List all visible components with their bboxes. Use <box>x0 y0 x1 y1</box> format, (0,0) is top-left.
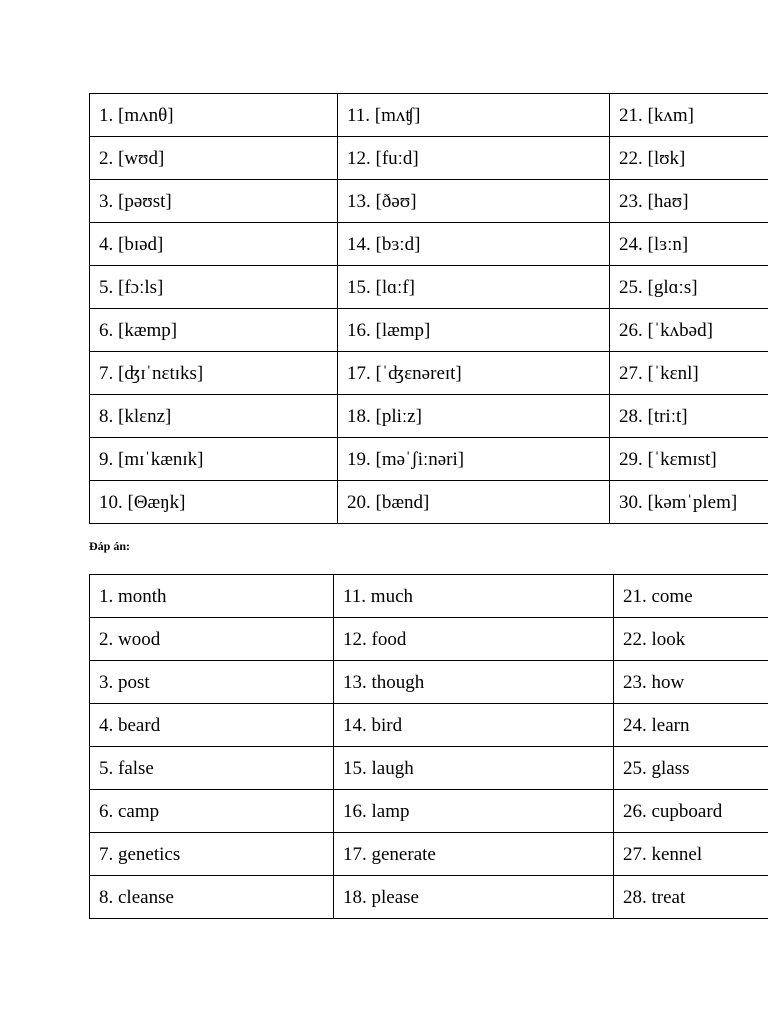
answer-cell: 25. glass <box>614 747 768 790</box>
answer-cell: 13. though <box>334 661 614 704</box>
answer-cell: 26. cupboard <box>614 790 768 833</box>
table-row <box>90 661 768 704</box>
table-row <box>90 94 768 137</box>
ipa-cell: 18. [pliːz] <box>338 395 610 438</box>
ipa-cell: 11. [mʌʧ] <box>338 94 610 137</box>
ipa-cell: 7. [ʤɪˈnɛtɪks] <box>90 352 338 395</box>
table-row <box>90 833 768 876</box>
ipa-cell: 21. [kʌm] <box>610 94 768 137</box>
answer-cell: 12. food <box>334 618 614 661</box>
ipa-cell: 4. [bɪəd] <box>90 223 338 266</box>
ipa-cell: 8. [klɛnz] <box>90 395 338 438</box>
table-row <box>90 352 768 395</box>
answer-cell: 22. look <box>614 618 768 661</box>
ipa-cell: 20. [bænd] <box>338 481 610 524</box>
answer-cell: 28. treat <box>614 876 768 919</box>
ipa-cell: 9. [mɪˈkænɪk] <box>90 438 338 481</box>
ipa-cell: 2. [wʊd] <box>90 137 338 180</box>
ipa-cell: 28. [triːt] <box>610 395 768 438</box>
answer-cell: 23. how <box>614 661 768 704</box>
ipa-table <box>89 93 768 524</box>
answer-cell: 2. wood <box>90 618 334 661</box>
table-row <box>90 704 768 747</box>
answer-cell: 7. genetics <box>90 833 334 876</box>
ipa-cell: 17. [ˈʤɛnəreɪt] <box>338 352 610 395</box>
table-row <box>90 223 768 266</box>
answer-cell: 6. camp <box>90 790 334 833</box>
table-row <box>90 747 768 790</box>
table-row <box>90 618 768 661</box>
table-row <box>90 266 768 309</box>
table-row <box>90 481 768 524</box>
table-row <box>90 137 768 180</box>
ipa-cell: 19. [məˈʃiːnəri] <box>338 438 610 481</box>
ipa-cell: 12. [fuːd] <box>338 137 610 180</box>
answer-cell: 1. month <box>90 575 334 618</box>
ipa-cell: 15. [lɑːf] <box>338 266 610 309</box>
ipa-cell: 25. [glɑːs] <box>610 266 768 309</box>
table-row <box>90 876 768 919</box>
table-row <box>90 438 768 481</box>
answer-table <box>89 574 768 919</box>
answer-cell: 15. laugh <box>334 747 614 790</box>
answer-cell: 5. false <box>90 747 334 790</box>
ipa-cell: 6. [kæmp] <box>90 309 338 352</box>
ipa-cell: 5. [fɔːls] <box>90 266 338 309</box>
ipa-cell: 24. [lɜːn] <box>610 223 768 266</box>
table-row <box>90 180 768 223</box>
answer-cell: 27. kennel <box>614 833 768 876</box>
ipa-cell: 3. [pəʊst] <box>90 180 338 223</box>
ipa-cell: 13. [ðəʊ] <box>338 180 610 223</box>
table-row <box>90 575 768 618</box>
table-row <box>90 790 768 833</box>
ipa-cell: 10. [Θæŋk] <box>90 481 338 524</box>
answer-cell: 24. learn <box>614 704 768 747</box>
answer-cell: 8. cleanse <box>90 876 334 919</box>
ipa-cell: 30. [kəmˈplem] <box>610 481 768 524</box>
table-row <box>90 309 768 352</box>
ipa-cell: 14. [bɜːd] <box>338 223 610 266</box>
ipa-cell: 26. [ˈkʌbəd] <box>610 309 768 352</box>
answer-cell: 3. post <box>90 661 334 704</box>
ipa-cell: 1. [mʌnθ] <box>90 94 338 137</box>
ipa-cell: 29. [ˈkɛmɪst] <box>610 438 768 481</box>
answer-cell: 4. beard <box>90 704 334 747</box>
answer-cell: 16. lamp <box>334 790 614 833</box>
ipa-cell: 22. [lʊk] <box>610 137 768 180</box>
answer-heading: Đáp án: <box>89 539 131 553</box>
table-row <box>90 395 768 438</box>
answer-cell: 21. come <box>614 575 768 618</box>
answer-cell: 18. please <box>334 876 614 919</box>
answer-cell: 14. bird <box>334 704 614 747</box>
ipa-cell: 27. [ˈkɛnl] <box>610 352 768 395</box>
ipa-cell: 23. [haʊ] <box>610 180 768 223</box>
answer-cell: 11. much <box>334 575 614 618</box>
ipa-cell: 16. [læmp] <box>338 309 610 352</box>
answer-cell: 17. generate <box>334 833 614 876</box>
